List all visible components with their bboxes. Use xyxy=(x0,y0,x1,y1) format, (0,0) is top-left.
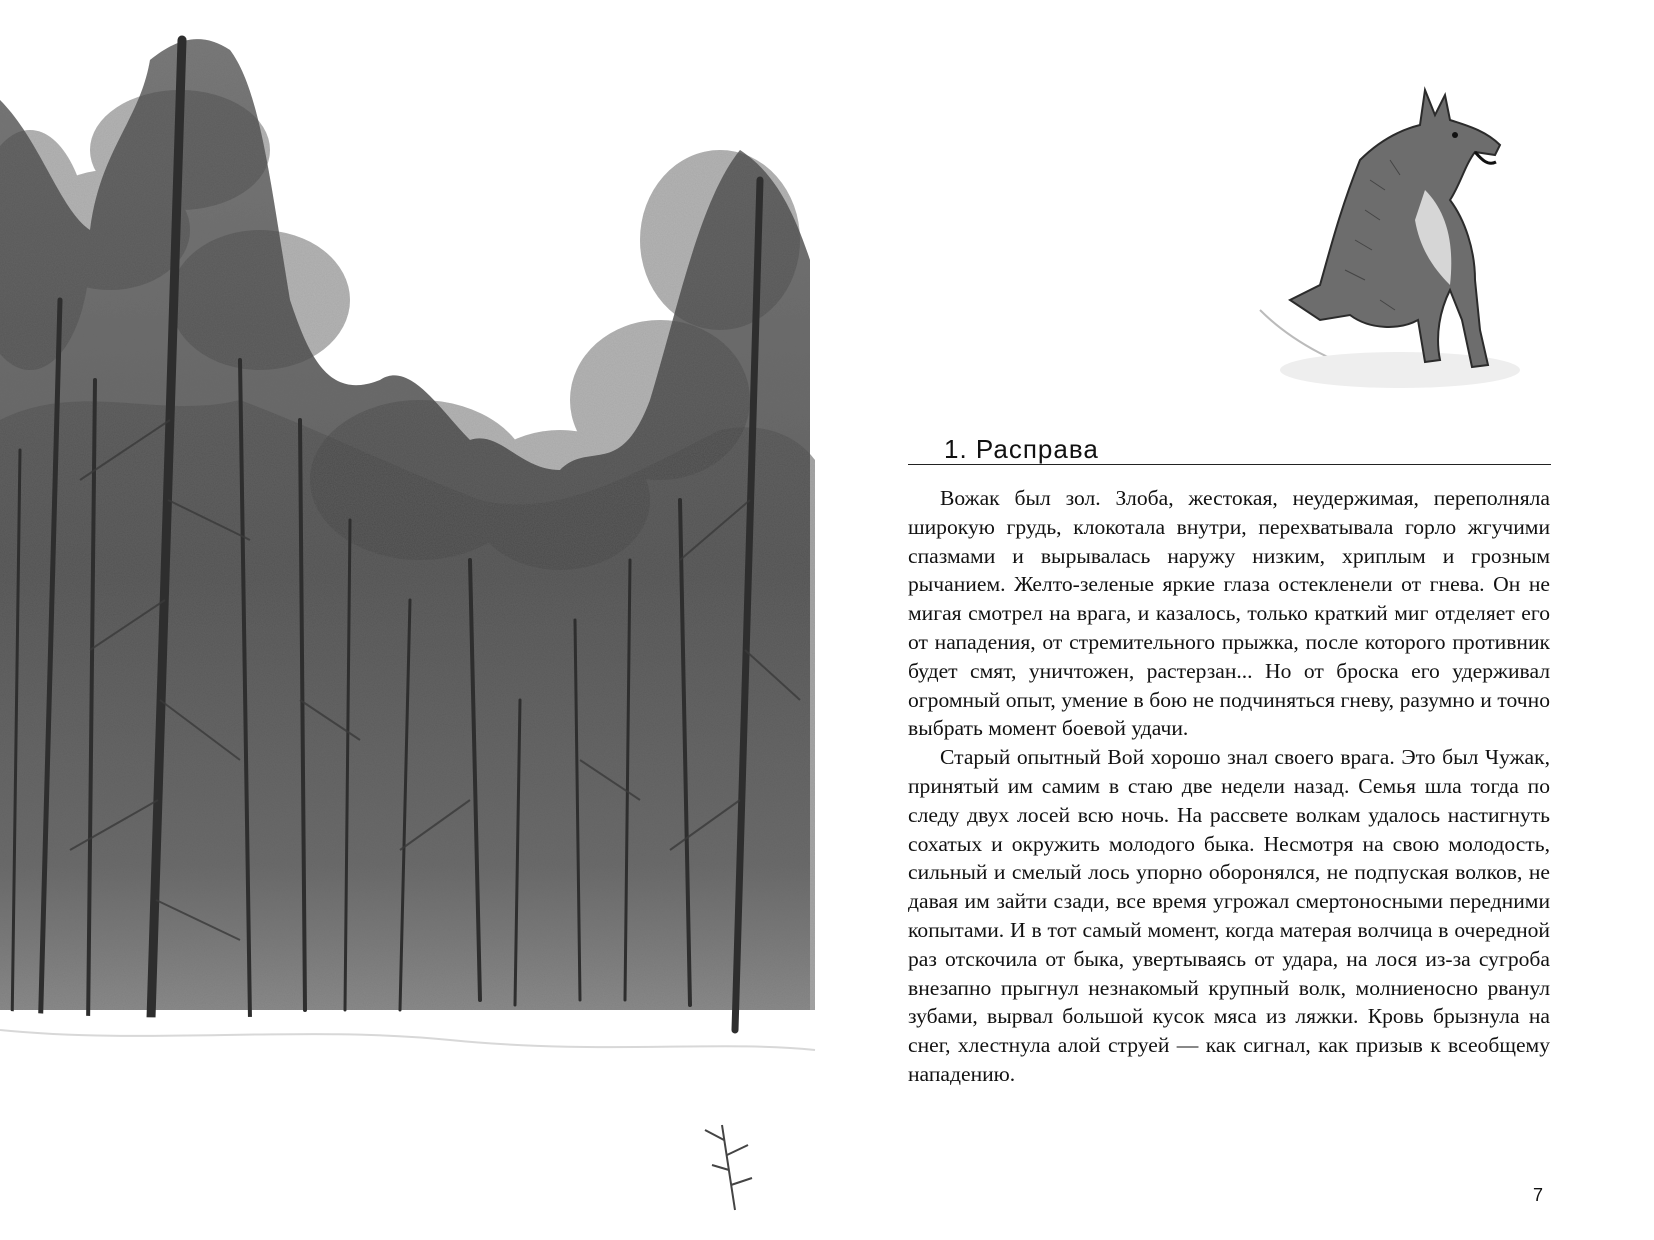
paragraph: Вожак был зол. Злоба, жестокая, неудержимая, переполняла широкую грудь, клокотала внутри, перехватывала горло жгучими спазмами и вырывалась наружу низким, хриплым и грозным рычанием. Желто-зеленые яркие глаза остекленели от гнева. Он не мигая смотрел на врага, и казалось, только краткий миг отделяет его от нападения, от стремительного прыжка, после которого противник будет смят, уничтожен, растерзан... Но от броска его удерживал огромный опыт, умение в бою не подчиняться гневу, разумно и точно выбрать момент боевой удачи. xyxy=(908,486,1550,741)
page-number: 7 xyxy=(1533,1185,1544,1205)
chapter-title: 1. Расправа xyxy=(944,434,1099,464)
paragraph: Старый опытный Вой хорошо знал своего врага. Это был Чужак, принятый им самим в стаю две недели назад. Семья шла тогда по следу двух лосей всю ночь. На рассвете волкам удалось настигнуть сохатых и окружить молодого быка. Несмотря на свою молодость, сильный и смелый лось упорно оборонялся, не подпуская волков, не давая им зайти сзади, все время угрожал смертоносными передними копытами. И в тот самый момент, когда матерая волчица в очередной раз отскочила от быка, увертываясь от удара, на лося из-за сугроба внезапно прыгнул незнакомый крупный волк, молниеносно рванул зубами, вырвал большой кусок мяса из ляжки. Кровь брызнула на снег, хлестнула алой струей — как сигнал, как призыв к всеобщему нападению. xyxy=(908,745,1550,1086)
title-rule xyxy=(908,464,1551,465)
chapter-body xyxy=(908,484,1550,1089)
wolf-illustration xyxy=(1250,70,1550,400)
